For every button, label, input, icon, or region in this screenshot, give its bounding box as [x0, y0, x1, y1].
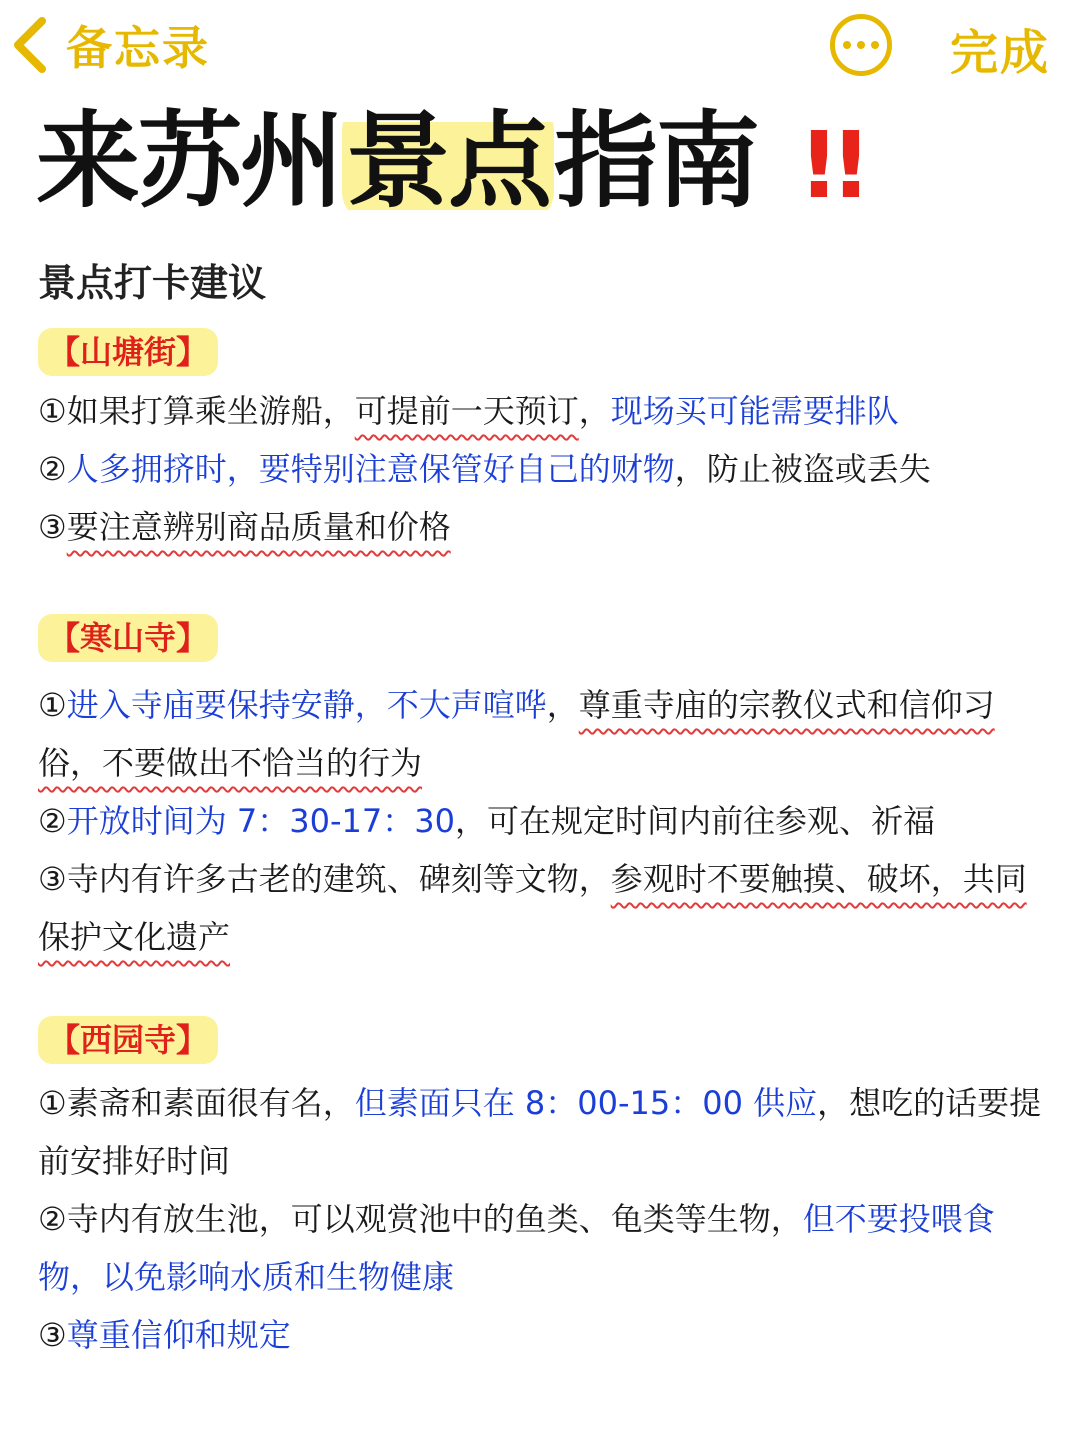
section-tag: 【西园寺】 — [38, 1016, 218, 1064]
chevron-left-icon — [8, 15, 52, 75]
back-label: 备忘录 — [66, 21, 210, 75]
navigation-bar — [0, 0, 1080, 90]
more-dots-icon[interactable] — [830, 14, 892, 76]
list-item: ②开放时间为 7：30-17：30，可在规定时间内前往参观、祈福 — [38, 802, 935, 840]
list-item: ①如果打算乘坐游船，可提前一天预订，现场买可能需要排队 — [38, 392, 899, 430]
title-part-1: 来苏州 — [36, 100, 343, 222]
list-item: ②人多拥挤时，要特别注意保管好自己的财物，防止被盗或丢失 — [38, 450, 931, 488]
back-button[interactable] — [8, 10, 210, 80]
list-item: ①进入寺庙要保持安静，不大声喧哗，尊重寺庙的宗教仪式和信仰习俗，不要做出不恰当的行为 — [38, 686, 995, 782]
page-title — [36, 96, 862, 231]
list-item: ③尊重信仰和规定 — [38, 1316, 291, 1354]
list-item: ③寺内有许多古老的建筑、碑刻等文物，参观时不要触摸、破坏，共同保护文化遗产 — [38, 860, 1027, 956]
section-xiyuan-temple — [38, 1016, 1048, 1364]
exclamation-icon: !! — [798, 112, 862, 219]
section-hanshan-temple — [38, 614, 1048, 966]
section-tag: 【山塘街】 — [38, 328, 218, 376]
done-button[interactable]: 完成 — [950, 25, 1051, 81]
list-item: ③要注意辨别商品质量和价格 — [38, 508, 451, 546]
list-item: ②寺内有放生池，可以观赏池中的鱼类、龟类等生物，但不要投喂食物，以免影响水质和生物健康 — [38, 1200, 995, 1296]
title-highlight: 景点 — [342, 100, 554, 222]
title-part-3: 指南 — [554, 100, 759, 222]
section-tag: 【寒山寺】 — [38, 614, 218, 662]
subtitle: 景点打卡建议 — [38, 261, 267, 305]
list-item: ①素斋和素面很有名，但素面只在 8：00-15：00 供应，想吃的话要提前安排好时间 — [38, 1084, 1042, 1180]
section-shantang-street — [38, 328, 1048, 556]
